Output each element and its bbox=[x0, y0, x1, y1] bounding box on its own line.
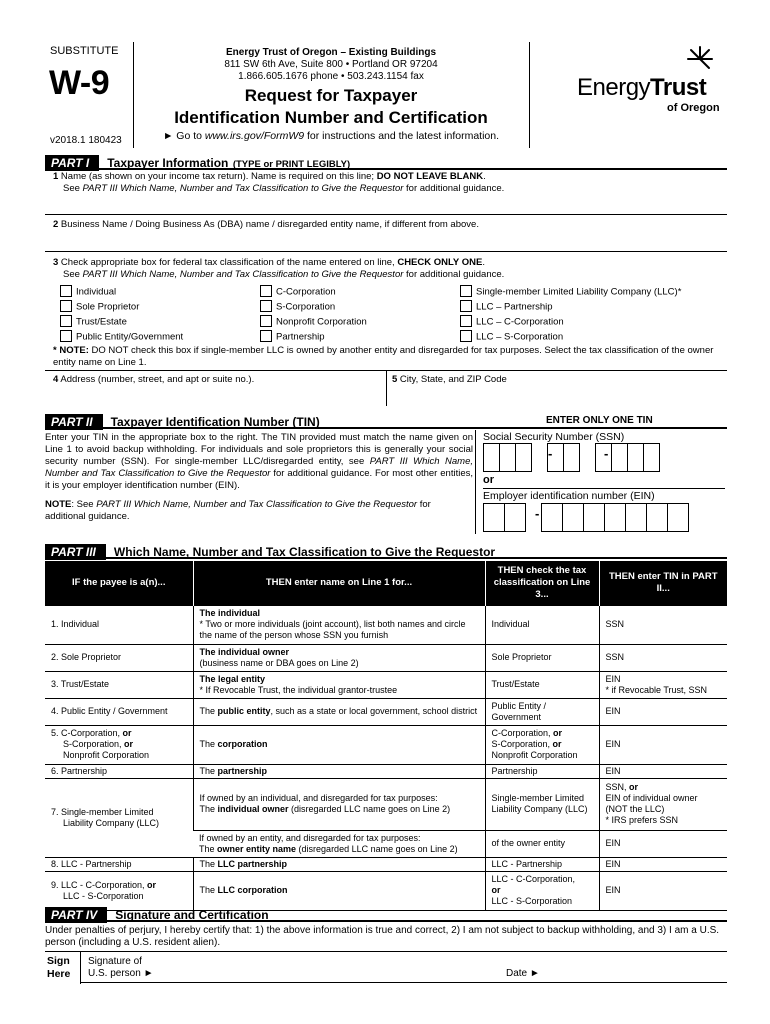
checkbox-s-corporation[interactable] bbox=[260, 300, 272, 312]
checkbox-llc-c-corp[interactable] bbox=[460, 315, 472, 327]
line1-see-ref: PART III Which Name, Number and Tax Classification to Give the Requestor bbox=[82, 183, 404, 194]
checkbox-label: Single-member Limited Liability Company (LLC)* bbox=[476, 286, 682, 298]
checkbox-row[interactable] bbox=[460, 301, 725, 316]
line3-see-ref: PART III Which Name, Number and Tax Classification to Give the Requestor bbox=[82, 269, 404, 280]
name-prefix: The bbox=[199, 858, 218, 869]
logo-word-energy: Energy bbox=[577, 74, 651, 101]
line1-text: Name (as shown on your income tax return). Name is required on this line; bbox=[58, 171, 377, 182]
checkbox-individual[interactable] bbox=[60, 285, 72, 297]
logo-wordmark bbox=[577, 74, 706, 102]
checkbox-row[interactable] bbox=[460, 316, 725, 331]
tin-text: EIN bbox=[605, 765, 621, 776]
checkbox-row[interactable] bbox=[460, 331, 725, 346]
ssn-dash-2: - bbox=[604, 446, 609, 461]
date-field[interactable] bbox=[545, 962, 725, 980]
name-cell bbox=[193, 605, 485, 644]
name-text: * If Revocable Trust, the individual grantor-trustee bbox=[199, 684, 398, 695]
or-rule bbox=[483, 488, 725, 489]
line5-city-state-zip-field[interactable] bbox=[392, 387, 722, 403]
checkbox-row[interactable] bbox=[60, 331, 260, 346]
table-header-row bbox=[45, 561, 727, 605]
ein-digit-box[interactable] bbox=[625, 503, 647, 532]
ein-digit-box[interactable] bbox=[667, 503, 689, 532]
checkbox-row[interactable] bbox=[260, 301, 460, 316]
table-row bbox=[45, 725, 727, 764]
line5-label bbox=[392, 374, 507, 386]
classification-text: Trust/Estate bbox=[491, 679, 540, 689]
payee-text: 5. C-Corporation, bbox=[51, 728, 123, 738]
payee-text: 2. Sole Proprietor bbox=[51, 652, 122, 662]
classification-text: S-Corporation, bbox=[491, 739, 553, 749]
classification-or: or bbox=[552, 739, 562, 749]
classification-text: LLC - Partnership bbox=[491, 858, 563, 869]
line5-text: City, State, and ZIP Code bbox=[397, 374, 507, 385]
line1-see: See bbox=[63, 183, 83, 194]
name-prefix: The bbox=[199, 804, 218, 814]
payee-cell bbox=[45, 871, 193, 910]
tin-text: EIN bbox=[605, 838, 621, 848]
classification-cell bbox=[485, 857, 599, 871]
name-prefix: The bbox=[199, 843, 218, 854]
ein-digit-box[interactable] bbox=[541, 503, 563, 532]
checkbox-sole-proprietor[interactable] bbox=[60, 300, 72, 312]
name-text: (disregarded LLC name goes on Line 2) bbox=[288, 804, 451, 814]
classification-cell bbox=[485, 605, 599, 644]
line4-number: 4 bbox=[53, 374, 59, 385]
checkbox-label: Sole Proprietor bbox=[76, 301, 140, 313]
payee-text: Nonprofit Corporation bbox=[63, 750, 150, 760]
name-cell bbox=[193, 725, 485, 764]
payee-text: 3. Trust/Estate bbox=[51, 679, 110, 689]
classification-guide-table bbox=[45, 561, 727, 911]
ssn-dash-1: - bbox=[548, 446, 553, 461]
goto-suffix: for instructions and the latest information. bbox=[304, 130, 500, 142]
ein-label: Employer identification number (EIN) bbox=[483, 490, 655, 502]
ein-digit-box[interactable] bbox=[646, 503, 668, 532]
classification-col-1 bbox=[60, 286, 260, 346]
payee-text: 7. Single-member Limited bbox=[51, 806, 154, 817]
checkbox-single-member-llc[interactable] bbox=[460, 285, 472, 297]
tin-cell bbox=[599, 725, 727, 764]
name-text: * Two or more individuals (joint account), list both names and circle the name of the person whose SSN you furnish bbox=[199, 619, 466, 640]
name-prefix: The bbox=[199, 706, 218, 716]
logo-subtitle: of Oregon bbox=[667, 102, 720, 114]
org-address: 811 SW 6th Ave, Suite 800 • Portland OR 97204 bbox=[224, 59, 438, 70]
table-row bbox=[45, 871, 727, 910]
payee-text: S-Corporation, bbox=[63, 739, 125, 749]
checkbox-label: LLC – C-Corporation bbox=[476, 316, 564, 328]
tin-instructions bbox=[45, 432, 473, 492]
checkbox-label: C-Corporation bbox=[276, 286, 336, 298]
part1-title: Taxpayer Information bbox=[107, 156, 229, 170]
name-bold: The legal entity bbox=[199, 673, 266, 684]
line2-bottom-rule bbox=[45, 251, 727, 252]
tin-text: SSN bbox=[605, 652, 625, 662]
part2-title: Taxpayer Identification Number (TIN) bbox=[110, 415, 320, 429]
signature-label bbox=[88, 956, 153, 980]
name-cell bbox=[193, 778, 485, 830]
tin-text: EIN of individual owner (NOT the LLC) bbox=[605, 793, 698, 814]
payee-cell bbox=[45, 698, 193, 725]
classification-text: C-Corporation, bbox=[491, 728, 554, 738]
classification-text: Sole Proprietor bbox=[491, 652, 552, 662]
classification-cell bbox=[485, 830, 599, 857]
classification-text: Nonprofit Corporation bbox=[491, 750, 578, 760]
irs-link[interactable]: www.irs.gov/FormW9 bbox=[204, 130, 305, 142]
checkbox-label: Nonprofit Corporation bbox=[276, 316, 367, 328]
table-header: THEN enter name on Line 1 for... bbox=[193, 561, 485, 605]
ssn-digit-box[interactable] bbox=[643, 443, 660, 472]
form-title-line2: Identification Number and Certification bbox=[174, 108, 488, 127]
payee-cell bbox=[45, 725, 193, 764]
date-label: Date ► bbox=[506, 968, 540, 979]
ein-digit-box[interactable] bbox=[604, 503, 626, 532]
ssn-label: Social Security Number (SSN) bbox=[483, 431, 625, 443]
tin-cell bbox=[599, 764, 727, 778]
enter-only-one-tin: ENTER ONLY ONE TIN bbox=[546, 415, 653, 426]
payee-or: or bbox=[122, 728, 132, 738]
name-prefix: The bbox=[199, 765, 218, 776]
irs-instructions-line bbox=[133, 130, 529, 142]
sign-divider bbox=[80, 951, 81, 984]
tin-note-ref: PART III Which Name, Number and Tax Classification to Give the Requestor bbox=[96, 499, 418, 510]
tin-note: * if Revocable Trust, SSN bbox=[605, 684, 708, 695]
classification-cell bbox=[485, 778, 599, 830]
table-row bbox=[45, 764, 727, 778]
tin-note: * IRS prefers SSN bbox=[605, 815, 679, 825]
payee-cell bbox=[45, 605, 193, 644]
part4-title: Signature and Certification bbox=[115, 908, 269, 922]
table-header: IF the payee is a(n)... bbox=[45, 561, 193, 605]
checkbox-row[interactable] bbox=[460, 286, 725, 301]
logo-burst-icon bbox=[685, 44, 715, 74]
name-text: , such as a state or local government, school district bbox=[270, 706, 478, 716]
payee-text: 1. Individual bbox=[51, 619, 100, 629]
us-person-text: U.S. person ► bbox=[88, 968, 154, 979]
line2-number: 2 bbox=[53, 219, 59, 230]
payee-text: Liability Company (LLC) bbox=[63, 817, 160, 828]
line2-business-name-field[interactable] bbox=[53, 232, 723, 250]
classification-col-3 bbox=[460, 286, 725, 346]
tin-cell bbox=[599, 605, 727, 644]
tin-divider bbox=[475, 430, 476, 534]
logo-word-trust: Trust bbox=[650, 74, 707, 101]
ein-digit-box[interactable] bbox=[583, 503, 605, 532]
name-cell bbox=[193, 764, 485, 778]
tin-text: SSN, bbox=[605, 782, 630, 792]
payee-cell bbox=[45, 764, 193, 778]
payee-text: 4. Public Entity / Government bbox=[51, 706, 168, 716]
name-prefix: The bbox=[199, 885, 218, 895]
classification-text: Partnership bbox=[491, 765, 538, 776]
tin-note-a: : See bbox=[71, 499, 97, 510]
name-bold: partnership bbox=[217, 765, 268, 776]
substitute-label: SUBSTITUTE bbox=[50, 45, 119, 57]
ein-dash: - bbox=[535, 506, 540, 521]
line1-name-field[interactable] bbox=[53, 196, 723, 212]
checkbox-llc-partnership[interactable] bbox=[460, 300, 472, 312]
name-bold: individual owner bbox=[217, 804, 289, 814]
payee-cell bbox=[45, 857, 193, 871]
tin-cell bbox=[599, 644, 727, 671]
certification-rule bbox=[45, 951, 727, 952]
line3-label bbox=[53, 257, 723, 281]
tin-text-end: for additional guidance. For most other entities, it is your employer identification number (EIN). bbox=[45, 468, 473, 491]
name-bold: LLC corporation bbox=[217, 885, 288, 895]
table-row bbox=[45, 698, 727, 725]
tin-cell bbox=[599, 871, 727, 910]
part3-title: Which Name, Number and Tax Classification to Give the Requestor bbox=[113, 545, 496, 559]
checkbox-label: Partnership bbox=[276, 331, 325, 343]
checkbox-partnership[interactable] bbox=[260, 330, 272, 342]
table-row bbox=[45, 857, 727, 871]
payee-cell bbox=[45, 644, 193, 671]
here-text: Here bbox=[47, 968, 71, 980]
llc-note bbox=[53, 345, 725, 369]
line1-see-end: for additional guidance. bbox=[403, 183, 505, 194]
payee-text: LLC - S-Corporation bbox=[63, 890, 144, 901]
line5-number: 5 bbox=[392, 374, 398, 385]
line3-number: 3 bbox=[53, 257, 59, 268]
tin-text-ref: PART III Which Name, Number and Tax Classification to Give the Requestor bbox=[45, 456, 473, 479]
ssn-digit-box[interactable] bbox=[611, 443, 628, 472]
part1-header bbox=[45, 154, 727, 170]
checkbox-c-corporation[interactable] bbox=[260, 285, 272, 297]
checkbox-row[interactable] bbox=[60, 316, 260, 331]
certification-text: Under penalties of perjury, I hereby certify that: 1) the above information is true and correct, 2) I am not subject to backup withholding, and 3) I am a U.S. person (including a U.S. resident alien). bbox=[45, 925, 720, 948]
payee-or: or bbox=[147, 879, 157, 890]
tin-text: EIN bbox=[605, 706, 621, 716]
line3-check-only-one: CHECK ONLY ONE bbox=[397, 257, 483, 268]
line1-period: . bbox=[483, 171, 486, 182]
ssn-digit-box[interactable] bbox=[627, 443, 644, 472]
part3-label: PART III bbox=[45, 544, 106, 560]
payee-text: 9. LLC - C-Corporation, bbox=[51, 879, 148, 890]
line1-bottom-rule bbox=[45, 214, 727, 215]
tin-or: or bbox=[629, 782, 639, 792]
payee-text: 8. LLC - Partnership bbox=[51, 858, 132, 869]
line1-required: DO NOT LEAVE BLANK bbox=[376, 171, 484, 182]
form-number: W-9 bbox=[49, 64, 110, 102]
line1-number: 1 bbox=[53, 171, 59, 182]
checkbox-row[interactable] bbox=[260, 316, 460, 331]
classification-cell bbox=[485, 871, 599, 910]
name-cell bbox=[193, 871, 485, 910]
name-cell bbox=[193, 857, 485, 871]
line3-text: Check appropriate box for federal tax classification of the name entered on line, bbox=[58, 257, 398, 268]
form-title-line1: Request for Taxpayer bbox=[244, 86, 418, 105]
name-text: If owned by an entity, and disregarded for tax purposes: bbox=[199, 832, 421, 843]
part2-label: PART II bbox=[45, 414, 103, 430]
table-header: THEN check the tax classification on Line 3... bbox=[485, 561, 599, 605]
ssn-digit-box[interactable] bbox=[515, 443, 532, 472]
table-row bbox=[45, 671, 727, 698]
tin-text: EIN bbox=[605, 739, 621, 749]
form-header bbox=[45, 38, 727, 150]
classification-text: LLC - S-Corporation bbox=[491, 896, 573, 906]
name-text: (disregarded LLC name goes on Line 2) bbox=[296, 843, 458, 854]
tin-text: EIN bbox=[605, 885, 621, 895]
org-name: Energy Trust of Oregon – Existing Buildings bbox=[225, 47, 437, 58]
payee-text: 6. Partnership bbox=[51, 765, 108, 776]
name-bold: corporation bbox=[217, 739, 268, 749]
name-cell bbox=[193, 644, 485, 671]
tin-note-b: for additional guidance. bbox=[45, 499, 431, 522]
tin-text: SSN bbox=[605, 619, 625, 629]
checkbox-nonprofit[interactable] bbox=[260, 315, 272, 327]
ein-digit-box[interactable] bbox=[562, 503, 584, 532]
tin-text-1: Enter your TIN in the appropriate box to the right. The TIN provided must match the name given on Line 1 to avoid backup withholding. For individuals and sole proprietors this is generally your social security number (SSN). For single-member LLC/disregarded entity, see bbox=[45, 432, 473, 467]
name-bold: The individual owner bbox=[199, 646, 290, 657]
sign-text: Sign bbox=[47, 955, 70, 967]
table-header: THEN enter TIN in PART II... bbox=[599, 561, 727, 605]
org-phones: 1.866.605.1676 phone • 503.243.1154 fax bbox=[238, 71, 424, 82]
checkbox-trust-estate[interactable] bbox=[60, 315, 72, 327]
line2-label bbox=[53, 219, 479, 231]
line4-line5-divider bbox=[386, 370, 387, 406]
name-bold: LLC partnership bbox=[217, 858, 288, 869]
name-bold: public entity bbox=[217, 706, 271, 716]
line2-text: Business Name / Doing Business As (DBA) name / disregarded entity name, if different from above. bbox=[58, 219, 479, 230]
line4-address-field[interactable] bbox=[53, 387, 378, 403]
classification-text: Individual bbox=[491, 619, 530, 629]
part4-header bbox=[45, 906, 727, 922]
payee-cell bbox=[45, 778, 193, 857]
tin-note bbox=[45, 499, 465, 523]
name-cell bbox=[193, 671, 485, 698]
checkbox-row[interactable] bbox=[260, 286, 460, 301]
part1-label: PART I bbox=[45, 155, 99, 171]
classification-text: Public Entity / Government bbox=[491, 700, 547, 722]
checkbox-label: LLC – S-Corporation bbox=[476, 331, 564, 343]
name-bold: The individual bbox=[199, 608, 261, 618]
payee-cell bbox=[45, 671, 193, 698]
line4-label bbox=[53, 374, 254, 386]
checkbox-row[interactable] bbox=[60, 286, 260, 301]
name-text: If owned by an individual, and disregarded for tax purposes: bbox=[199, 793, 438, 803]
line1-label bbox=[53, 171, 723, 195]
classification-cell bbox=[485, 671, 599, 698]
table-row bbox=[45, 778, 727, 830]
tin-cell bbox=[599, 671, 727, 698]
name-cell bbox=[193, 698, 485, 725]
form-version: v2018.1 180423 bbox=[50, 135, 122, 146]
line3-see: See bbox=[63, 269, 83, 280]
tin-note-label: NOTE bbox=[45, 499, 72, 510]
tin-text: EIN bbox=[605, 673, 621, 684]
checkbox-label: Individual bbox=[76, 286, 117, 298]
sign-here-label bbox=[47, 955, 70, 981]
classification-cell bbox=[485, 725, 599, 764]
ein-digit-box[interactable] bbox=[483, 503, 505, 532]
payee-or: or bbox=[124, 739, 134, 749]
classification-col-2 bbox=[260, 286, 460, 346]
name-bold: owner entity name bbox=[217, 843, 297, 854]
signature-of-text: Signature of bbox=[88, 956, 142, 967]
part3-header bbox=[45, 543, 727, 559]
line4-text: Address (number, street, and apt or suite no.). bbox=[58, 374, 255, 385]
checkbox-label: Trust/Estate bbox=[76, 316, 127, 328]
classification-cell bbox=[485, 698, 599, 725]
checkbox-label: Public Entity/Government bbox=[76, 331, 184, 343]
name-text: (business name or DBA goes on Line 2) bbox=[199, 657, 359, 668]
name-cell bbox=[193, 830, 485, 857]
signature-rule bbox=[80, 982, 727, 983]
ssn-input[interactable] bbox=[483, 443, 659, 472]
classification-cell bbox=[485, 644, 599, 671]
tin-cell bbox=[599, 778, 727, 830]
line3-period: . bbox=[482, 257, 485, 268]
energy-trust-logo bbox=[565, 42, 725, 122]
tin-cell bbox=[599, 830, 727, 857]
or-label: or bbox=[483, 474, 494, 486]
header-divider-right bbox=[529, 42, 530, 148]
ein-input[interactable] bbox=[483, 503, 688, 532]
ssn-digit-box[interactable] bbox=[499, 443, 516, 472]
table-row bbox=[45, 605, 727, 644]
classification-text: LLC - C-Corporation, bbox=[491, 874, 576, 884]
checkbox-public-entity[interactable] bbox=[60, 330, 72, 342]
ssn-digit-box[interactable] bbox=[483, 443, 500, 472]
classification-cell bbox=[485, 764, 599, 778]
classification-or: or bbox=[491, 885, 501, 895]
checkbox-label: S-Corporation bbox=[276, 301, 336, 313]
llc-note-label: * NOTE: bbox=[53, 345, 89, 356]
name-prefix: The bbox=[199, 739, 218, 749]
checkbox-llc-s-corp[interactable] bbox=[460, 330, 472, 342]
tin-text: EIN bbox=[605, 858, 621, 869]
part4-label: PART IV bbox=[45, 907, 107, 923]
table-row bbox=[45, 644, 727, 671]
goto-prefix: ► Go to bbox=[162, 130, 205, 142]
checkbox-row[interactable] bbox=[60, 301, 260, 316]
classification-or: or bbox=[553, 728, 563, 738]
signature-field[interactable] bbox=[160, 962, 495, 980]
ssn-digit-box[interactable] bbox=[563, 443, 580, 472]
part1-title-note: (TYPE or PRINT LEGIBLY) bbox=[232, 159, 351, 170]
tin-cell bbox=[599, 698, 727, 725]
ein-digit-box[interactable] bbox=[504, 503, 526, 532]
line3-see-end: for additional guidance. bbox=[403, 269, 505, 280]
checkbox-row[interactable] bbox=[260, 331, 460, 346]
tin-cell bbox=[599, 857, 727, 871]
classification-text: of the owner entity bbox=[491, 838, 566, 848]
checkbox-label: LLC – Partnership bbox=[476, 301, 553, 313]
classification-text: Single-member Limited Liability Company (LLC) bbox=[491, 793, 588, 814]
llc-note-text: DO NOT check this box if single-member LLC is owned by another entity and disregarded for tax purposes. Select the tax classification of the owner entity name on Line 1. bbox=[53, 345, 714, 368]
